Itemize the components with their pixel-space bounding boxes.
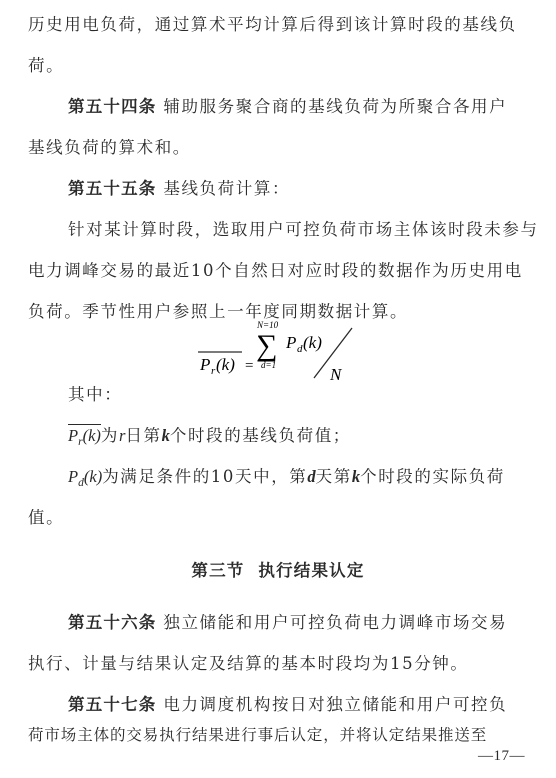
term-symbol: P: [286, 333, 297, 352]
symbol-main: P: [68, 426, 79, 445]
text-line: 值。: [28, 508, 65, 527]
definition-text: 天第: [315, 467, 352, 486]
article-57: [68, 694, 507, 716]
article-text: 辅助服务聚合商的基线负荷为所聚合各用户: [163, 97, 508, 116]
lhs-argument: (k): [216, 355, 235, 374]
article-56: [68, 612, 507, 634]
variable-k: k: [351, 467, 361, 486]
term-argument: (k): [303, 333, 322, 352]
section-title: 第三节 执行结果认定: [191, 561, 365, 580]
equals-sign: =: [245, 358, 254, 374]
symbol-argument: (k): [83, 467, 103, 486]
article-54: [68, 96, 507, 118]
text-line: 针对某计算时段，选取用户可控负荷市场主体该时段未参与: [68, 220, 539, 239]
article-text: 基线负荷计算：: [163, 179, 291, 198]
page-number: —17—: [478, 748, 525, 764]
lhs-symbol: P: [200, 355, 211, 374]
article-label: 第五十六条: [68, 613, 157, 632]
text-line: 历史用电负荷，通过算术平均计算后得到该计算时段的基线负: [28, 15, 517, 34]
symbol-main: P: [68, 467, 79, 486]
divisor: N: [330, 365, 342, 384]
text-line: 荷。: [28, 56, 65, 75]
term-subscript: d: [297, 343, 303, 355]
def1-symbol: [68, 424, 101, 449]
article-label: 第五十五条: [68, 179, 157, 198]
definition-text: 个时段的基线负荷值；: [169, 426, 351, 445]
sum-upper-limit: N=10: [257, 320, 279, 330]
article-label: 第五十七条: [68, 695, 157, 714]
definition-text: 日第: [125, 426, 162, 445]
symbol-argument: (k): [82, 426, 101, 445]
article-55: [68, 178, 290, 200]
def2-symbol: [68, 467, 103, 490]
where-label: 其中：: [68, 385, 123, 404]
definition-1: [68, 425, 351, 453]
text-line: 基线负荷的算术和。: [28, 138, 191, 157]
definition-text: 个时段的实际负荷: [360, 467, 505, 486]
text-line: 执行、计量与结果认定及结算的基本时段均为15分钟。: [28, 654, 469, 673]
text-line: 电力调峰交易的最近10个自然日对应时段的数据作为历史用电: [28, 261, 523, 280]
variable-r: r: [119, 426, 126, 445]
sigma-symbol: ∑: [256, 329, 278, 362]
text-line: 负荷。季节性用户参照上一年度同期数据计算。: [28, 302, 409, 321]
article-label: 第五十四条: [68, 97, 157, 116]
symbol-subscript: r: [78, 436, 83, 449]
formula-svg: [190, 318, 380, 396]
article-text: 电力调度机构按日对独立储能和用户可控负: [163, 695, 508, 714]
definition-text: 为: [100, 426, 120, 445]
text-line: 荷市场主体的交易执行结果进行事后认定，并将认定结果推送至: [28, 726, 488, 744]
lhs-subscript: r: [211, 365, 216, 377]
definition-2: [68, 466, 505, 494]
variable-k: k: [161, 426, 170, 445]
article-text: 独立储能和用户可控负荷电力调峰市场交易: [163, 613, 508, 632]
variable-d: d: [307, 467, 316, 486]
symbol-subscript: d: [78, 477, 84, 490]
definition-text: 为满足条件的10天中，第: [102, 467, 308, 486]
sum-lower-limit: d=1: [261, 360, 277, 370]
baseline-formula: [190, 318, 380, 396]
